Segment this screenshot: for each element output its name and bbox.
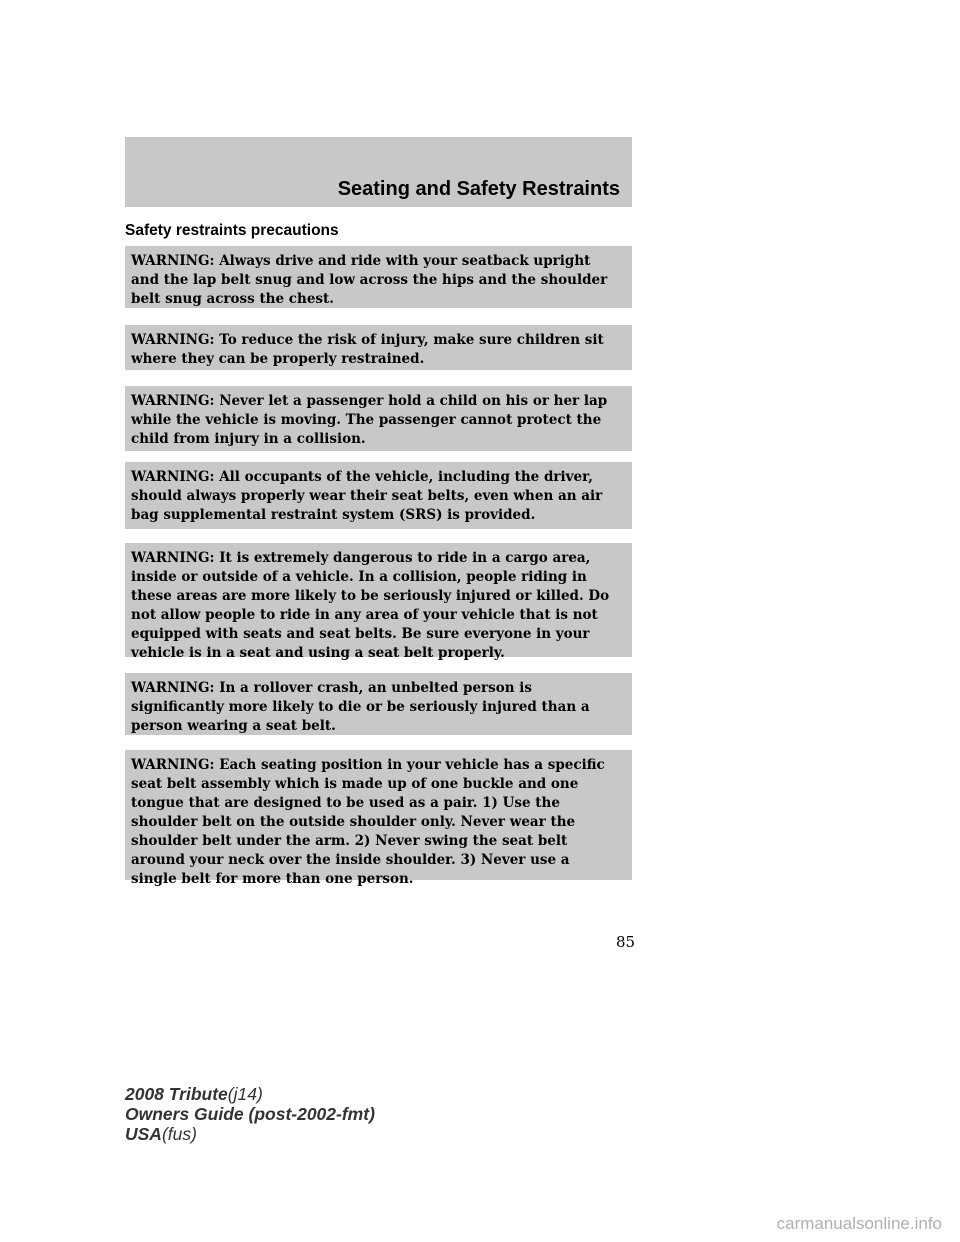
warning-line: these areas are more likely to be seriously injured or killed. Do xyxy=(131,588,610,604)
page-number: 85 xyxy=(616,933,636,951)
section-heading: Safety restraints precautions xyxy=(125,222,339,239)
warning-line: equipped with seats and seat belts. Be sure everyone in your xyxy=(131,626,590,642)
watermark: carmanualsonline.info xyxy=(776,1214,942,1233)
footer-model-code: (j14) xyxy=(227,1084,263,1104)
warning-line: WARNING: Always drive and ride with your seatback upright xyxy=(131,253,591,269)
warning-box xyxy=(125,462,632,529)
warning-line: WARNING: Each seating position in your vehicle has a specific xyxy=(131,757,605,773)
warning-line: around your neck over the inside shoulder. 3) Never use a xyxy=(131,852,570,868)
warning-line: not allow people to ride in any area of your vehicle that is not xyxy=(131,607,598,623)
warning-line: child from injury in a collision. xyxy=(131,431,366,447)
warning-line: and the lap belt snug and low across the hips and the shoulder xyxy=(131,272,608,288)
warning-box xyxy=(125,386,632,451)
warning-line: where they can be properly restrained. xyxy=(131,351,425,367)
document-footer xyxy=(125,1084,375,1144)
warning-line: WARNING: In a rollover crash, an unbelted person is xyxy=(131,680,532,696)
warning-box xyxy=(125,325,632,370)
warning-line: WARNING: It is extremely dangerous to ride in a cargo area, xyxy=(131,550,591,566)
warning-line: tongue that are designed to be used as a pair. 1) Use the xyxy=(131,795,560,811)
warning-line: belt snug across the chest. xyxy=(131,291,334,307)
warning-box xyxy=(125,246,632,308)
warning-line: WARNING: To reduce the risk of injury, make sure children sit xyxy=(131,332,604,348)
warning-box xyxy=(125,750,632,887)
warning-line: seat belt assembly which is made up of one buckle and one xyxy=(131,776,579,792)
chapter-title: Seating and Safety Restraints xyxy=(337,178,620,200)
footer-market-code: (fus) xyxy=(161,1124,197,1144)
warning-line: while the vehicle is moving. The passenger cannot protect the xyxy=(131,412,602,428)
warning-line: WARNING: All occupants of the vehicle, including the driver, xyxy=(131,469,593,485)
footer-model: 2008 Tribute xyxy=(125,1084,228,1104)
footer-guide-name: Owners Guide (post-2002-fmt) xyxy=(125,1104,375,1124)
warning-line: should always properly wear their seat belts, even when an air xyxy=(131,488,603,504)
warning-line: significantly more likely to die or be seriously injured than a xyxy=(131,699,590,715)
warning-line: inside or outside of a vehicle. In a collision, people riding in xyxy=(131,569,587,585)
warning-line: WARNING: Never let a passenger hold a child on his or her lap xyxy=(131,393,608,409)
warning-line: person wearing a seat belt. xyxy=(131,718,336,734)
warning-box xyxy=(125,543,632,661)
footer-market: USA xyxy=(125,1124,162,1144)
warning-line: single belt for more than one person. xyxy=(131,871,414,887)
warning-box xyxy=(125,673,632,735)
warning-line: vehicle is in a seat and using a seat belt properly. xyxy=(131,645,505,661)
warning-line: shoulder belt on the outside shoulder only. Never wear the xyxy=(131,814,576,830)
warning-line: bag supplemental restraint system (SRS) is provided. xyxy=(131,507,536,523)
warning-line: shoulder belt under the arm. 2) Never swing the seat belt xyxy=(131,833,568,849)
chapter-header-band xyxy=(125,137,632,207)
